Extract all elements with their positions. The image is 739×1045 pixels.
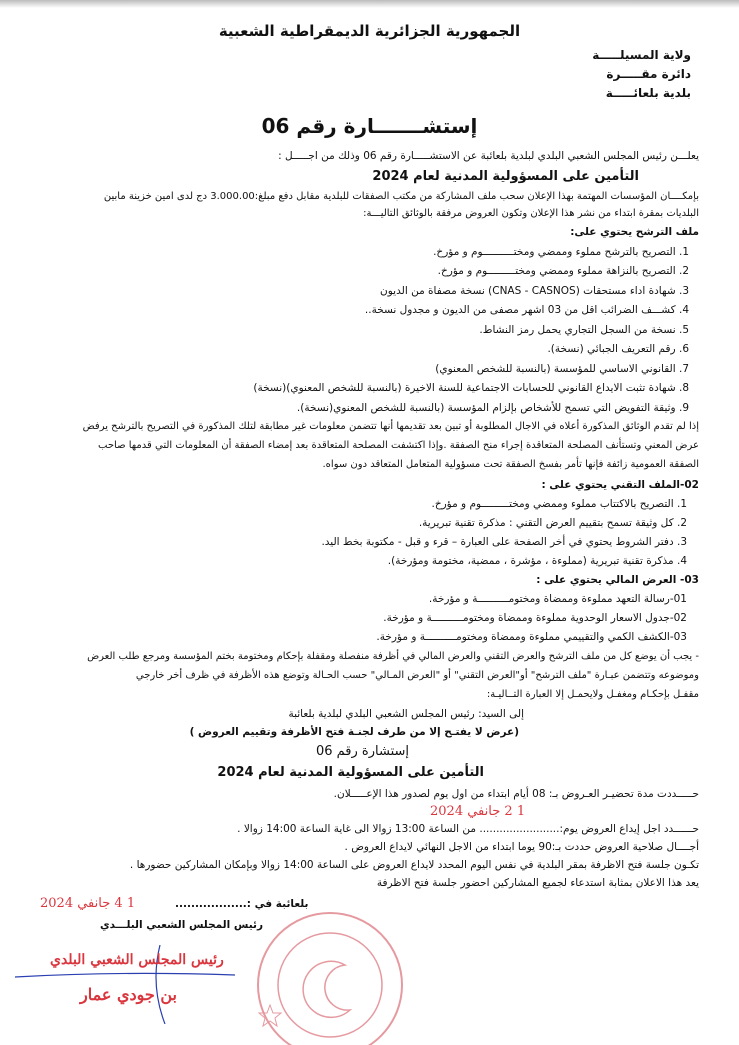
list-item: 1. التصريح بالترشح مملوء وممضي ومختــــــــــوم و مؤرخ. [433,246,689,258]
signature-title: رئيس المجلس الشعبي البلدي [50,952,224,968]
handwritten-signature [10,945,240,1024]
term-line: حـــــددت مدة تحضيـر العـروض بـ: 08 أيام ابتداء من اول يوم لصدور هذا الإعـــــلان. [333,788,699,800]
list-item: 6. رقم التعريف الجبائي (نسخة). [547,343,689,355]
signatory-title: رئيس المجلس الشعبي البلـــدي [100,919,263,931]
list-item: 3. دفتر الشروط يحتوي في أخر الصفحة على العبارة – قرء و قبل - مكتوبة بخط اليد. [321,536,687,548]
candidacy-note: عرض المعني وتستأنف المصلحة المتعاقدة إجراء منح الصفقة .وإذا اكتشفت المصلحة المتعاقدة بعد إمضاء الصفقة أن المعلومات التي قدمها صاحب [98,440,699,451]
availability-line: البلديات بمقرة ابتداء من نشر هذا الإعلان وتكون العروض مرفقة بالوثائق التاليـــة: [363,208,699,219]
list-item: 02-جدول الاسعار الوحدوية مملوءة وممضاة ومختومــــــــــة و مؤرخة. [383,612,687,624]
list-item: 1. التصريح بالاكتتاب مملوء وممضي ومختـــــــــوم و مؤرخ. [431,498,687,510]
handwritten-deposit-date: 1 2 جانفي 2024 [430,804,526,819]
subject-heading: التأمين على المسؤولية المدنية لعام 2024 [372,169,639,184]
list-item: 2. كل وثيقة تسمح بتقييم العرض التقني : مذكرة تقنية تبريرية. [418,517,687,529]
candidacy-note: الصفقة العمومية زائفة فإنها تأمر بفسخ الصفقة تحت مسؤولية المتعامل المتعاقد دون سواه. [322,459,699,470]
list-item: 4. مذكرة تقنية تبريرية (مملوءة ، مؤشرة ، ممضية، مختومة ومؤرخة). [387,555,687,567]
list-item: 9. وثيقة التفويض التي تسمح للأشخاص بإلزام المؤسسة (بالنسبة للشخص المعنوي(نسخة). [296,402,689,414]
term-line: أجــــال صلاحية العروض حددت بـ:90 يوما ابتداء من الاجل النهائي لايداع العروض . [344,841,699,853]
list-item: 3. شهادة اداء مستحقات (CNAS - CASNOS) نسخة مصفاة من الديون [380,285,689,297]
envelope-to: إلى السيد: رئيس المجلس الشعبي البلدي لبلدية بلعائبة [288,708,524,720]
list-item: 2. التصريح بالنزاهة مملوء وممضي ومختـــــــــوم و مؤرخ. [437,265,689,277]
list-item: 01-رسالة التعهد مملوءة وممضاة ومختومــــــــــة و مؤرخة. [428,593,687,605]
place-date: بلعائبة في :.................. [175,898,309,910]
financial-note: مقفـل بإحكـام ومغفـل ولايحمـل إلا العبارة التــاليـة: [486,689,699,700]
list-item: 03-الكشف الكمي والتقييمي مملوءة وممضاة ومختومــــــــــة و مؤرخة. [376,631,687,643]
wilaya-label: ولاية المسيلـــــة [592,48,691,62]
scan-edge [0,0,739,8]
list-item: 7. القانوني الاساسي للمؤسسة (بالنسبة للشخص المعنوي) [435,363,689,375]
financial-heading: 03- العرض المالي يحتوي على : [536,574,699,586]
candidacy-heading: ملف الترشح يحتوي على: [570,226,699,238]
term-line: تكـون جلسة فتح الاظرفة بمقر البلدية في نفس اليوم المحدد لايداع العروض على الساعة 14:00 زوالا وبإمكان المشاركين حضورها . [129,859,699,871]
candidacy-note: إذا لم تقدم الوثائق المذكورة أعلاه في الاجال المطلوبة أو تبين بعد تقديمها أنها تتضمن معلومات غير مطابقة لتلك المذكورة في التصريح بالترشح يرفض [82,421,699,432]
envelope-warning: (عرض لا يفتـح إلا من طرف لجنـة فتح الأظرفة وتقييم العروض ) [189,726,519,738]
handwritten-issue-date: 1 4 جانفي 2024 [40,896,136,911]
list-item: 5. نسخة من السجل التجاري يحمل رمز النشاط. [479,324,689,336]
official-stamp [250,895,410,1045]
page-title: إستشـــــــارة رقم 06 [261,114,478,138]
envelope-subject: التأمين على المسؤولية المدنية لعام 2024 [217,765,484,780]
financial-note: وموضوعه وتتضمن عبـارة "ملف الترشح" أو"العرض التقني" أو "العرض المـالي" حسب الحـالة وتوضع هذه الأظرفة في ظرف أخر خارجي [135,670,699,681]
republic-heading: الجمهورية الجزائرية الديمقراطية الشعبية [218,22,521,40]
baladiya-label: بلدية بلعائـــــة [605,86,691,100]
envelope-ref: إستشارة رقم 06 [315,744,409,759]
availability-line: بإمكــــان المؤسسات المهتمة بهذا الإعلان سحب ملف المشاركة من مكتب الصفقات للبلدية مقابل دفع مبلغ:3.000.00 دج لدى امين خزينة مابين [103,191,699,202]
intro-text: يعلـــن رئيس المجلس الشعبي البلدي لبلدية بلعائبة عن الاستشـــــارة رقم 06 وذلك من اجـــــل : [278,150,699,162]
list-item: 8. شهادة تثبت الايداع القانوني للحسابات الاجتماعية للسنة الاخيرة (بالنسبة للشخص المعنوي)(نسخة) [253,382,689,394]
list-item: 4. كشـــف الضرائب اقل من 03 اشهر مصفى من الديون و مجدول نسخة.. [364,304,689,316]
signature-name: بن جودي عمار [80,985,177,1004]
term-line: حــــــدد اجل إيداع العروض يوم:........................ من الساعة 13:00 زوالا الى غاية الساعة 14:00 زوالا . [237,823,699,835]
technical-heading: 02-الملف التقني يحتوي على : [541,479,699,491]
financial-note: - يجب أن يوضع كل من ملف الترشح والعرض التقني والعرض المالي في أظرفة منفصلة ومقفلة بإحكام ومختومة بختم المؤسسة ومرجع طلب العرض [87,651,699,662]
term-line: يعد هذا الاعلان بمثابة استدعاء لجميع المشاركين احضور جلسة فتح الاظرفة [376,877,699,889]
daira-label: دائرة مقـــــرة [606,67,691,81]
